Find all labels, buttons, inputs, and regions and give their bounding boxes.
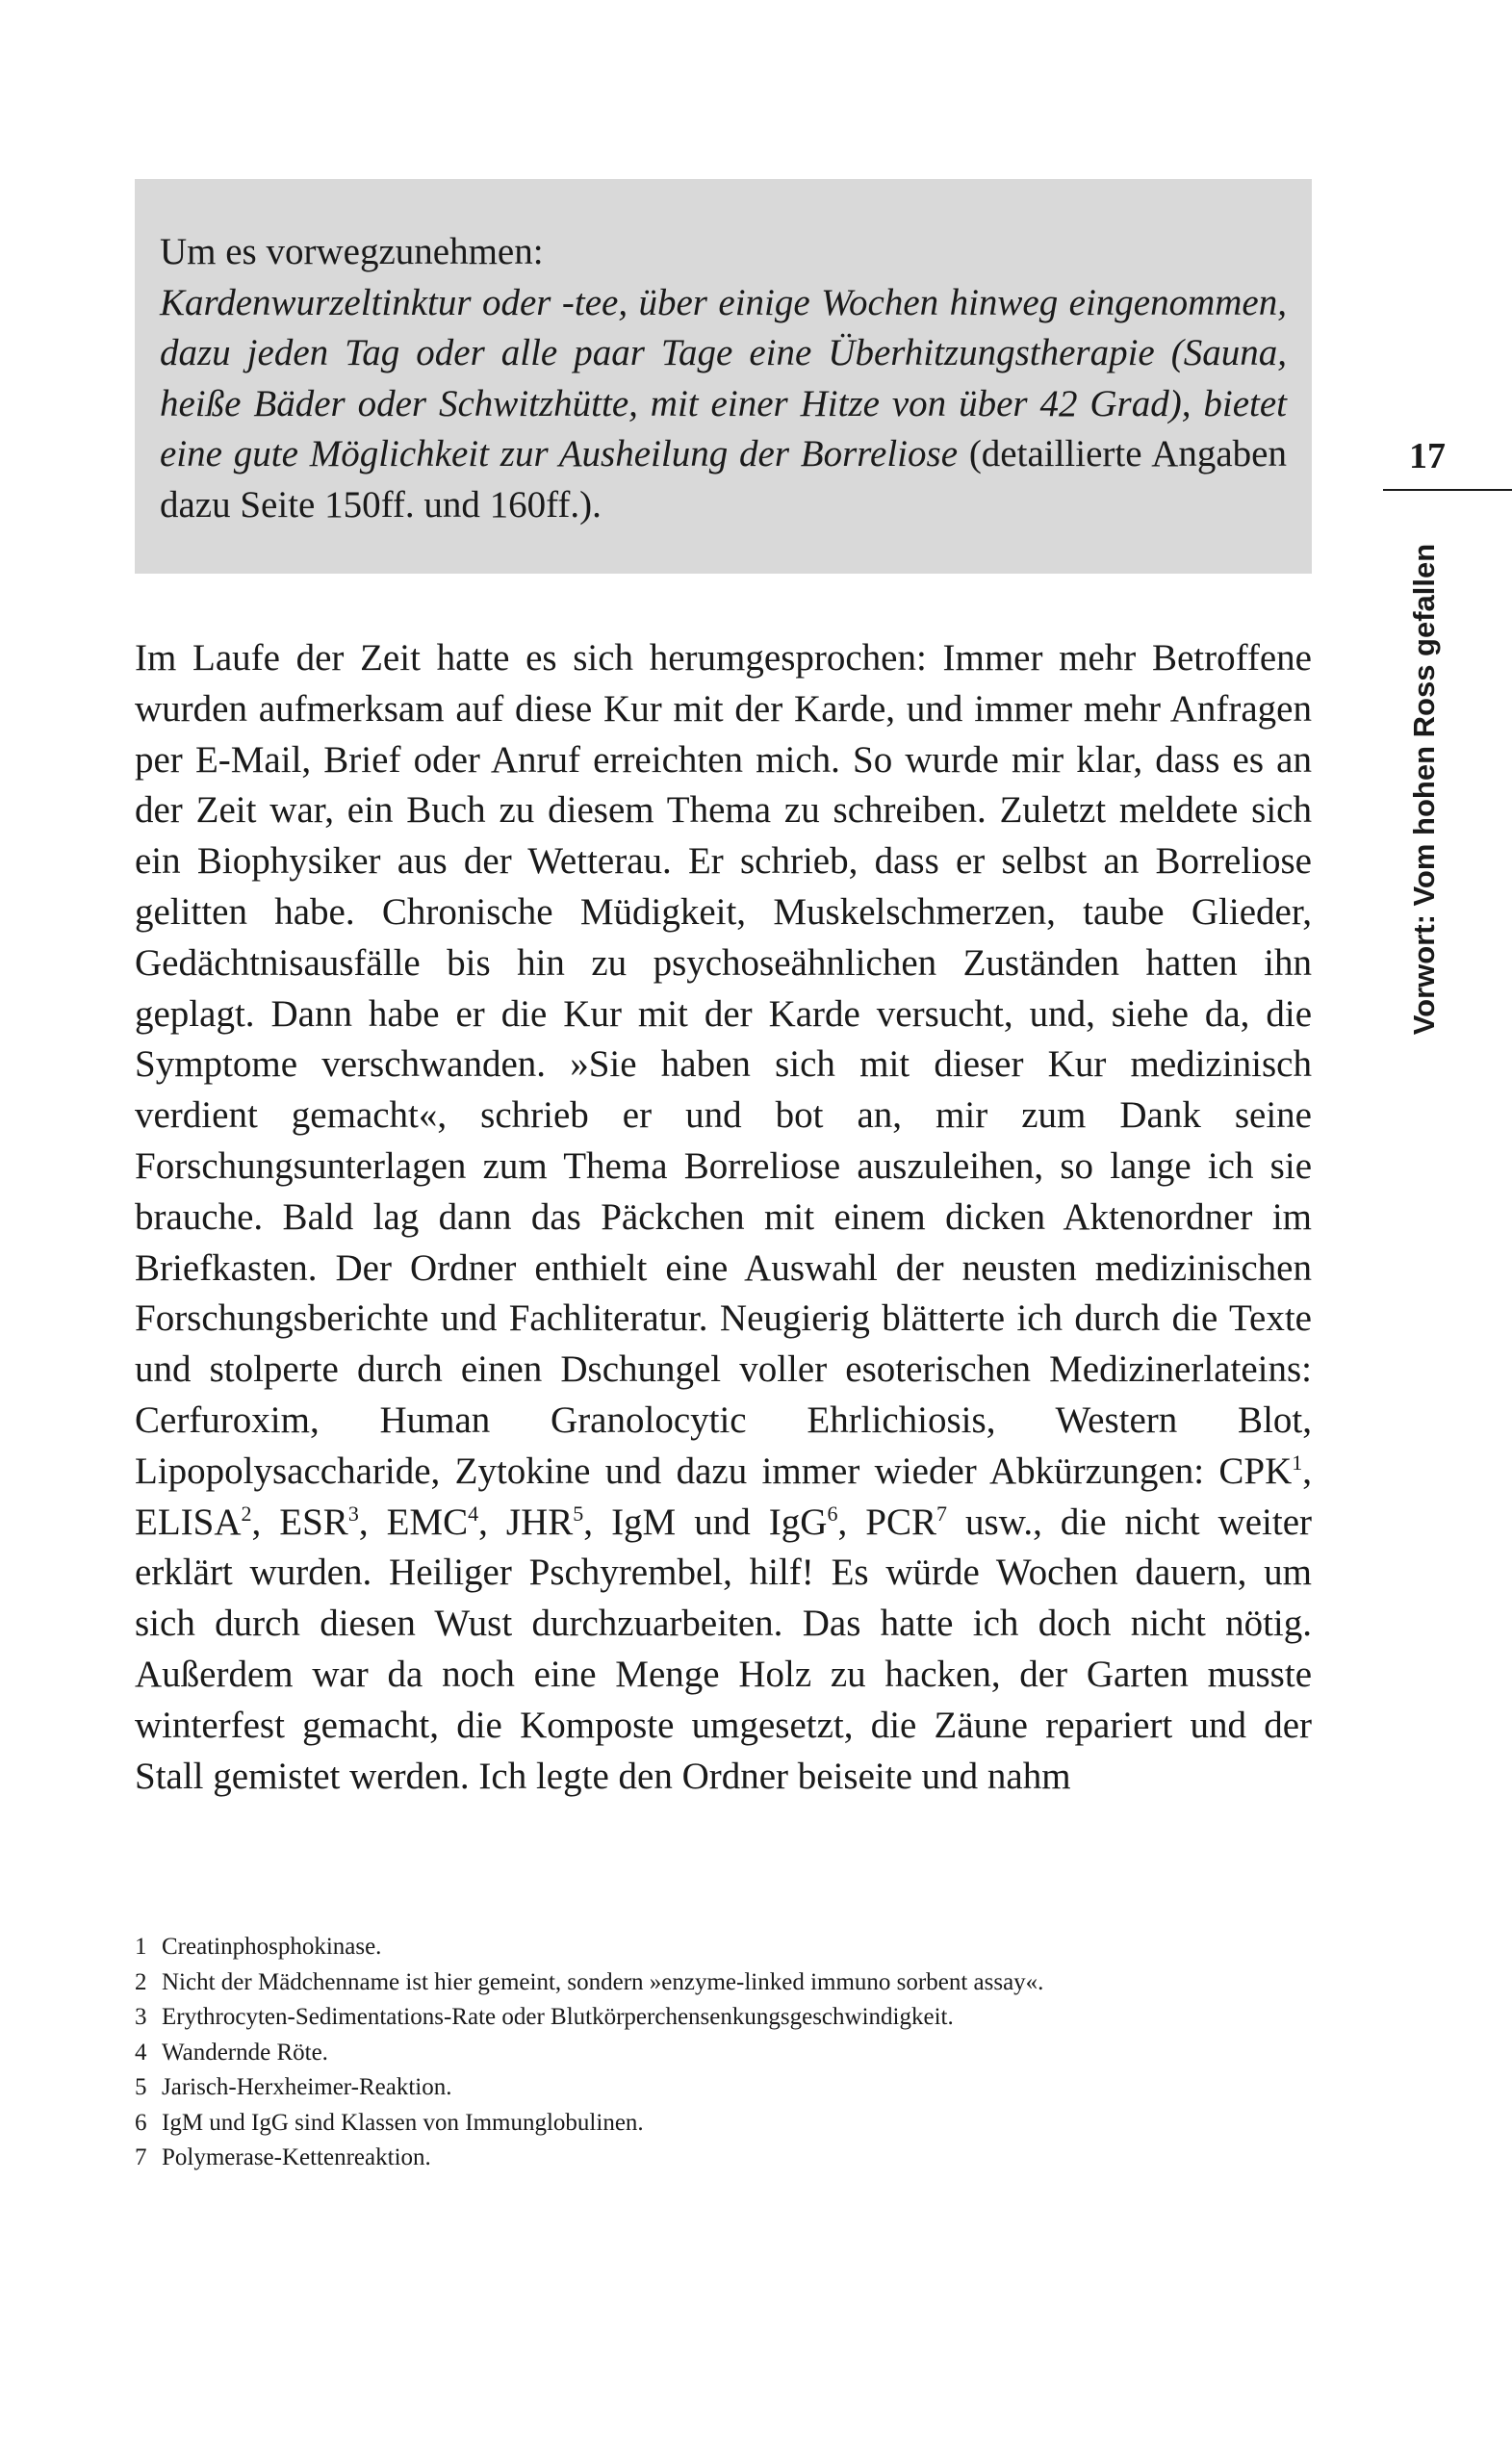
summary-box [135,179,1312,574]
footnote-number: 7 [135,2144,147,2170]
footnote-ref-7: 7 [935,1501,947,1526]
body-part-1: Im Laufe der Zeit hatte es sich herumgesprochen: Immer mehr Betroffene wurden aufmerksam auf diese Kur mit der Karde, und immer mehr Anfragen per E-Mail, Brief oder Anruf erreichten mich. So wurde mir klar, dass es an der Zeit war, ein Buch zu diesem Thema zu schreiben. Zuletzt meldete sich ein Biophysiker aus der Wetterau. Er schrieb, dass er selbst an Borreliose gelitten habe. Chronische Müdigkeit, Muskelschmerzen, taube Glieder, Gedächtnisausfälle bis hin zu psychoseähnlichen Zuständen hatten ihn geplagt. Dann habe er die Kur mit der Karde versucht, und, siehe da, die Symptome verschwanden. »Sie haben sich mit dieser Kur medizinisch verdient gemacht«, schrieb er und bot an, mir zum Dank seine Forschungsunterlagen zum Thema Borreliose auszuleihen, so lange ich sie brauche. Bald lag dann das Päckchen mit einem dicken Aktenordner im Briefkasten. Der Ordner enthielt eine Auswahl der neusten medizinischen Forschungsberichte und Fachliteratur. Neugierig blätterte ich durch die Texte und stolperte durch einen Dschungel voller esoterischen Medizinerlateins: Cerfuroxim, Human Granolocytic Ehrlichiosis, Western Blot, Lipopolysaccharide, Zytokine und dazu immer wieder Abkürzungen: CPK [135,637,1312,1492]
footnote-ref-3: 3 [347,1501,359,1526]
footnote-number: 3 [135,2004,147,2030]
body-paragraph [135,633,1312,1802]
footnote-text: Nicht der Mädchenname ist hier gemeint, sondern »enzyme-linked immuno sorbent assay«. [162,1968,1044,1995]
footnote [135,2141,1312,2176]
summary-regular: (detaillierte Angaben dazu Seite 150ff. und 160ff.). [160,433,1287,526]
body-sep-4: , JHR [478,1501,574,1543]
footnote [135,2070,1312,2106]
footnotes-list [135,1930,1312,2176]
footnote [135,2000,1312,2036]
footnote-text: IgM und IgG sind Klassen von Immunglobulinen. [162,2109,644,2136]
footnote-number: 5 [135,2074,147,2100]
body-sep-1: , ELISA [135,1450,1312,1543]
body-sep-6: , PCR [837,1501,936,1543]
summary-text [160,278,1287,531]
footnote-number: 2 [135,1968,147,1995]
footnote-number: 4 [135,2039,147,2066]
footnote [135,2106,1312,2142]
body-sep-5: , IgM und IgG [583,1501,828,1543]
summary-lead: Um es vorwegzunehmen: [160,231,544,272]
running-head [1405,510,1444,1068]
footnote-text: Creatinphosphokinase. [162,1934,382,1960]
body-sep-3: , EMC [358,1501,469,1543]
footnote [135,1930,1312,1965]
footnote [135,1965,1312,2001]
footnote-text: Jarisch-Herxheimer-Reaktion. [162,2074,452,2100]
footnote-ref-1: 1 [1292,1450,1303,1475]
footnote-number: 1 [135,1934,147,1960]
footnote-ref-2: 2 [241,1501,252,1526]
footnote-number: 6 [135,2109,147,2136]
running-head-text: Vorwort: Vom hohen Ross gefallen [1407,543,1441,1036]
footnote-ref-5: 5 [573,1501,584,1526]
body-part-2: usw., die nicht weiter erklärt wurden. Heiliger Pschyrembel, hilf! Es würde Wochen dauern, um sich durch diesen Wust durchzuarbeiten. Das hatte ich doch nicht nötig. Außerdem war da noch eine Menge Holz zu hacken, der Garten musste winterfest gemacht, die Komposte umgesetzt, die Zäune repariert und der Stall gemistet werden. Ich legte den Ordner beiseite und nahm [135,1501,1313,1797]
footnote-text: Erythrocyten-Sedimentations-Rate oder Blutkörperchensenkungsgeschwindigkeit. [162,2004,954,2030]
body-sep-2: , ESR [251,1501,348,1543]
footnote [135,2036,1312,2071]
footnote-ref-6: 6 [827,1501,838,1526]
page-number: 17 [1409,436,1446,476]
footnote-text: Polymerase-Kettenreaktion. [162,2144,431,2170]
footnote-text: Wandernde Röte. [162,2039,328,2066]
header-rule [1383,489,1512,491]
footnote-ref-4: 4 [468,1501,479,1526]
summary-italic: Kardenwurzeltinktur oder -tee, über einige Wochen hinweg eingenommen, dazu jeden Tag oder alle paar Tage eine Überhitzungstherapie (Sauna, heiße Bäder oder Schwitzhütte, mit einer Hitze von über 42 Grad), bietet eine gute Möglichkeit zur Ausheilung der Borreliose [160,281,1287,475]
